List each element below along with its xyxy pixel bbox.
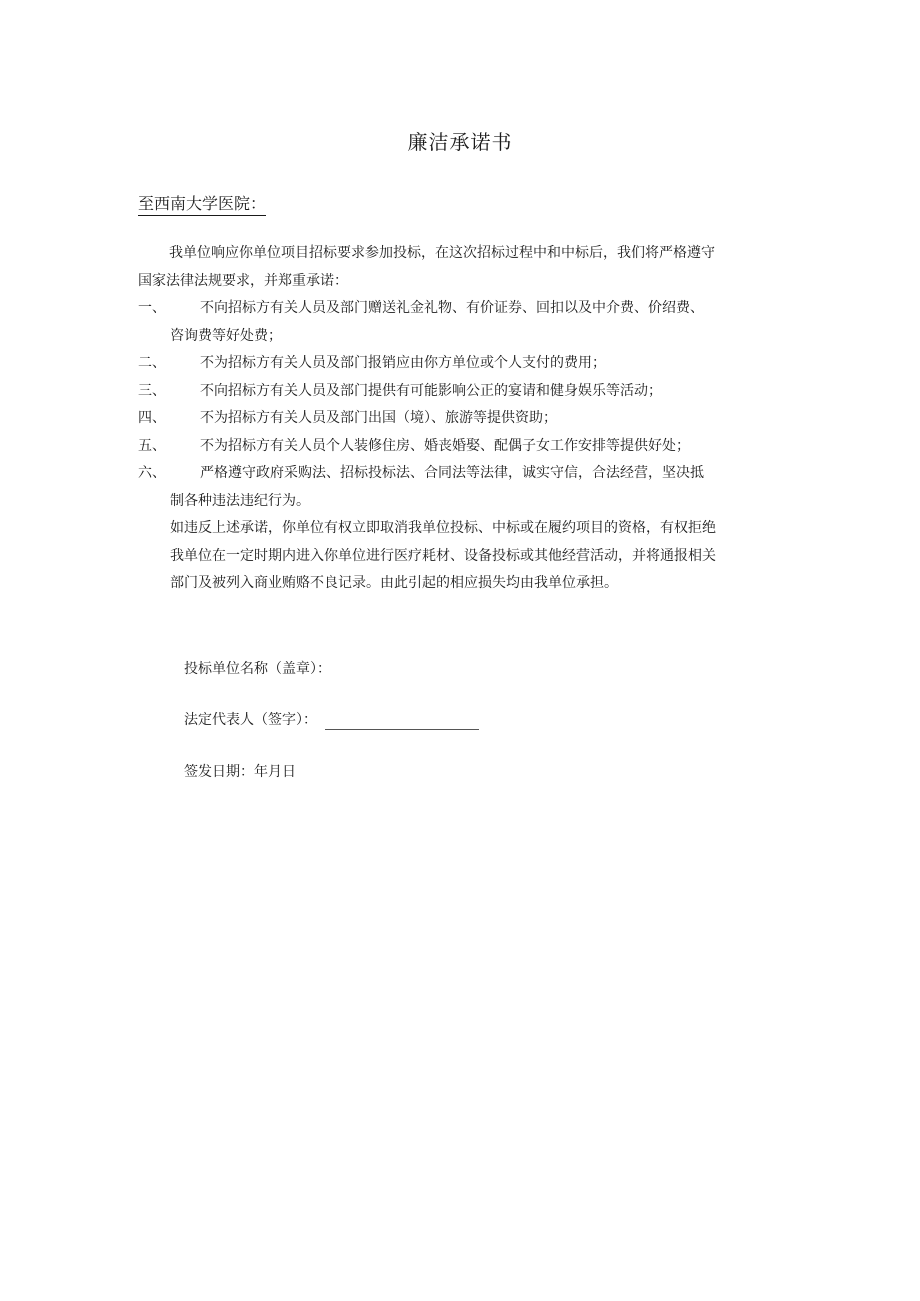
item-number: 四、 xyxy=(138,410,166,426)
closing-line-1: 如违反上述承诺，你单位有权立即取消我单位投标、中标或在履约项目的资格，有权拒绝 xyxy=(170,520,716,536)
intro-line-1: 我单位响应你单位项目招标要求参加投标，在这次招标过程中和中标后，我们将严格遵守 xyxy=(169,245,715,261)
item-text: 不向招标方有关人员及部门赠送礼金礼物、有价证券、回扣以及中介费、价绍费、 xyxy=(200,300,704,316)
item-text: 严格遵守政府采购法、招标投标法、合同法等法律，诚实守信，合法经营，坚决抵 xyxy=(200,465,704,481)
closing-paragraph xyxy=(138,515,778,598)
list-item xyxy=(138,405,778,433)
list-item xyxy=(138,378,778,406)
list-item xyxy=(138,433,778,461)
item-text: 不为招标方有关人员及部门出国（境）、旅游等提供资助； xyxy=(200,410,557,426)
company-label: 投标单位名称（盖章）： xyxy=(184,661,331,677)
item-text: 不为招标方有关人员个人装修住房、婚丧婚娶、配偶子女工作安排等提供好处； xyxy=(200,437,690,454)
item-continuation: 咨询费等好处费； xyxy=(170,327,282,344)
item-number: 六、 xyxy=(138,465,166,481)
item-number: 一、 xyxy=(138,300,166,316)
commitment-list xyxy=(138,295,778,515)
list-item xyxy=(138,295,778,323)
closing-line-3: 部门及被列入商业贿赂不良记录。由此引起的相应损失均由我单位承担。 xyxy=(170,575,618,591)
item-text: 不向招标方有关人员及部门提供有可能影响公正的宴请和健身娱乐等活动； xyxy=(200,382,662,399)
item-number: 五、 xyxy=(138,437,166,454)
company-name-line xyxy=(184,659,331,679)
issue-date-line xyxy=(184,762,296,782)
document-title: 廉洁承诺书 xyxy=(407,130,513,154)
item-text: 不为招标方有关人员及部门报销应由你方单位或个人支付的费用； xyxy=(200,355,606,371)
intro-paragraph xyxy=(138,240,778,295)
signature-blank xyxy=(325,717,479,730)
representative-label: 法定代表人（签字）： xyxy=(184,712,317,728)
issue-date-label: 签发日期：年月日 xyxy=(184,764,296,780)
representative-line xyxy=(184,710,479,730)
list-item xyxy=(138,460,778,488)
closing-line-2: 我单位在一定时期内进入你单位进行医疗耗材、设备投标或其他经营活动，并将通报相关 xyxy=(170,547,716,564)
addressee: 至西南大学医院： xyxy=(138,194,266,216)
intro-line-2: 国家法律法规要求，并郑重承诺： xyxy=(138,272,348,289)
item-number: 二、 xyxy=(138,355,166,371)
item-continuation: 制各种违法违纪行为。 xyxy=(170,492,310,509)
list-item xyxy=(138,350,778,378)
item-number: 三、 xyxy=(138,382,166,399)
